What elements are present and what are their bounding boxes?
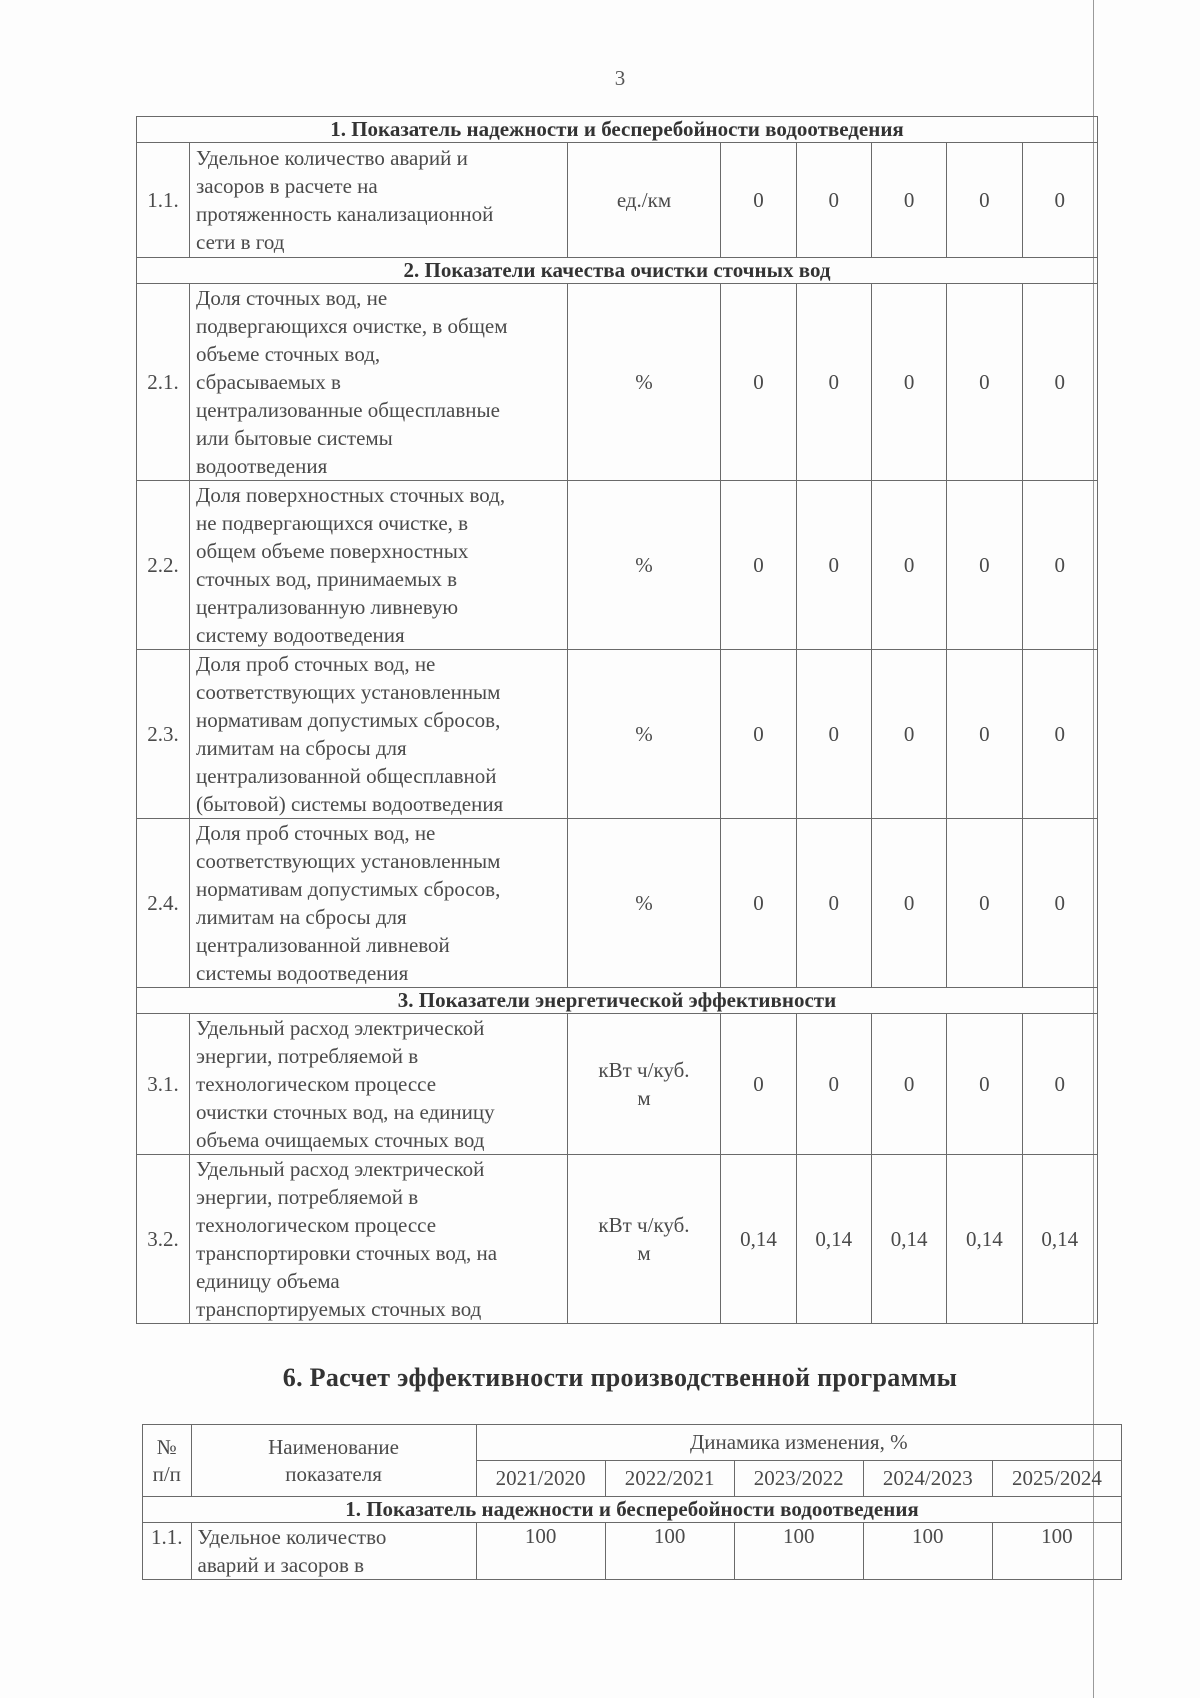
value-cell: 0 <box>796 650 871 819</box>
value-cell: 0 <box>721 819 796 988</box>
value-cell: 0 <box>871 1014 946 1155</box>
indicator-name-line: сбрасываемых в <box>196 370 341 394</box>
col-name-header <box>191 1425 476 1497</box>
value-cell: 0 <box>1022 143 1097 258</box>
indicator-name-line: транспортируемых сточных вод <box>196 1297 482 1321</box>
value-cell: 0 <box>1022 1014 1097 1155</box>
value-cell: 100 <box>992 1523 1121 1580</box>
indicator-name <box>190 650 568 819</box>
unit: % <box>567 284 721 481</box>
indicator-name-line: Доля проб сточных вод, не <box>196 821 436 845</box>
indicator-name-line: не подвергающихся очистке, в <box>196 511 469 535</box>
unit-line: м <box>637 1241 651 1265</box>
indicator-name-line: централизованную ливневую <box>196 595 459 619</box>
indicator-name-line: (бытовой) системы водоотведения <box>196 792 504 816</box>
value-cell: 0 <box>871 819 946 988</box>
value-cell: 0 <box>721 284 796 481</box>
value-cell: 0,14 <box>871 1155 946 1324</box>
value-cell: 0 <box>1022 284 1097 481</box>
indicator-name <box>190 143 568 258</box>
indicator-name-line: лимитам на сбросы для <box>196 736 407 760</box>
value-cell: 0,14 <box>796 1155 871 1324</box>
indicator-name-line: энергии, потребляемой в <box>196 1185 419 1209</box>
indicator-name-line: общем объеме поверхностных <box>196 539 469 563</box>
col-name-header-line: показателя <box>285 1461 382 1486</box>
value-cell: 100 <box>605 1523 734 1580</box>
indicator-name <box>190 819 568 988</box>
col-name-header-line: Наименование <box>268 1434 399 1459</box>
value-cell: 0 <box>1022 650 1097 819</box>
indicator-name-line: Доля сточных вод, не <box>196 286 388 310</box>
efficiency-table <box>142 1424 1122 1580</box>
period-header: 2022/2021 <box>605 1461 734 1497</box>
unit <box>567 1014 721 1155</box>
indicator-name-line: систему водоотведения <box>196 623 405 647</box>
table-row <box>137 819 1098 988</box>
indicator-name-line: Удельный расход электрической <box>196 1157 485 1181</box>
value-cell: 0,14 <box>947 1155 1022 1324</box>
table-row <box>137 650 1098 819</box>
section-header: 1. Показатель надежности и бесперебойности водоотведения <box>137 117 1098 143</box>
page-number: 3 <box>614 66 626 90</box>
indicator-name-line: очистки сточных вод, на единицу <box>196 1100 495 1124</box>
indicator-name-line: Удельный расход электрической <box>196 1016 485 1040</box>
table-row <box>143 1523 1122 1580</box>
value-cell: 0 <box>721 1014 796 1155</box>
indicator-name-line: технологическом процессе <box>196 1213 437 1237</box>
table2-section-header: 1. Показатель надежности и бесперебойности водоотведения <box>143 1497 1122 1523</box>
value-cell: 0,14 <box>1022 1155 1097 1324</box>
indicator-name-line: сточных вод, принимаемых в <box>196 567 458 591</box>
indicator-name-line: объеме сточных вод, <box>196 342 381 366</box>
value-cell: 0 <box>796 1014 871 1155</box>
period-header: 2025/2024 <box>992 1461 1121 1497</box>
indicator-name-line: протяженность канализационной <box>196 202 494 226</box>
period-header: 2021/2020 <box>476 1461 605 1497</box>
indicator-name-line: подвергающихся очистке, в общем <box>196 314 508 338</box>
period-header: 2023/2022 <box>734 1461 863 1497</box>
value-cell: 0 <box>796 143 871 258</box>
indicator-name-line: Удельное количество <box>197 1525 387 1549</box>
indicator-name-line: или бытовые системы <box>196 426 393 450</box>
row-number: 2.2. <box>137 481 190 650</box>
unit <box>567 1155 721 1324</box>
unit-line: кВт ч/куб. <box>598 1213 690 1237</box>
value-cell: 0 <box>1022 481 1097 650</box>
indicator-name-line: нормативам допустимых сбросов, <box>196 708 501 732</box>
indicator-name-line: централизованной ливневой <box>196 933 450 957</box>
value-cell: 0 <box>796 481 871 650</box>
indicator-name-line: централизованной общесплавной <box>196 764 497 788</box>
row-number: 1.1. <box>137 143 190 258</box>
table-row <box>137 1014 1098 1155</box>
period-header: 2024/2023 <box>863 1461 992 1497</box>
col-num-header <box>143 1425 192 1497</box>
indicator-name-line: объема очищаемых сточных вод <box>196 1128 485 1152</box>
indicators-table <box>136 116 1098 1324</box>
dynamics-header: Динамика изменения, % <box>476 1425 1121 1461</box>
value-cell: 0 <box>947 1014 1022 1155</box>
row-number: 1.1. <box>143 1523 192 1580</box>
indicator-name-line: водоотведения <box>196 454 328 478</box>
table-row <box>137 143 1098 258</box>
col-num-header-line: № <box>156 1434 177 1459</box>
indicator-name-line: системы водоотведения <box>196 961 409 985</box>
section-header: 3. Показатели энергетической эффективности <box>137 988 1098 1014</box>
row-number: 3.2. <box>137 1155 190 1324</box>
value-cell: 0 <box>947 284 1022 481</box>
value-cell: 0 <box>947 143 1022 258</box>
unit: % <box>567 481 721 650</box>
unit-line: кВт ч/куб. <box>598 1058 690 1082</box>
row-number: 2.3. <box>137 650 190 819</box>
indicator-name-line: засоров в расчете на <box>196 174 378 198</box>
row-number: 2.4. <box>137 819 190 988</box>
unit: % <box>567 650 721 819</box>
value-cell: 0 <box>871 143 946 258</box>
unit-line: м <box>637 1086 651 1110</box>
indicator-name <box>190 481 568 650</box>
indicator-name-line: единицу объема <box>196 1269 340 1293</box>
value-cell: 0 <box>796 819 871 988</box>
indicator-name-line: централизованные общесплавные <box>196 398 500 422</box>
value-cell: 100 <box>863 1523 992 1580</box>
section-6-title: 6. Расчет эффективности производственной программы <box>282 1363 958 1392</box>
indicator-name-line: соответствующих установленным <box>196 849 501 873</box>
value-cell: 0 <box>871 650 946 819</box>
unit: % <box>567 819 721 988</box>
indicator-name-line: энергии, потребляемой в <box>196 1044 419 1068</box>
value-cell: 0 <box>721 143 796 258</box>
value-cell: 0 <box>721 481 796 650</box>
indicator-name <box>190 284 568 481</box>
value-cell: 100 <box>476 1523 605 1580</box>
value-cell: 0 <box>796 284 871 481</box>
table-row <box>137 481 1098 650</box>
indicator-name-line: соответствующих установленным <box>196 680 501 704</box>
value-cell: 0 <box>947 819 1022 988</box>
value-cell: 0 <box>1022 819 1097 988</box>
indicator-name-line: Доля поверхностных сточных вод, <box>196 483 506 507</box>
indicator-name-line: Удельное количество аварий и <box>196 146 468 170</box>
table-row <box>137 284 1098 481</box>
col-num-header-line: п/п <box>152 1461 181 1486</box>
value-cell: 0 <box>871 481 946 650</box>
section-header: 2. Показатели качества очистки сточных вод <box>137 258 1098 284</box>
indicator-name-line: технологическом процессе <box>196 1072 437 1096</box>
unit: ед./км <box>567 143 721 258</box>
indicator-name <box>190 1014 568 1155</box>
table-row <box>137 1155 1098 1324</box>
value-cell: 0 <box>871 284 946 481</box>
indicator-name <box>190 1155 568 1324</box>
indicator-name-line: нормативам допустимых сбросов, <box>196 877 501 901</box>
indicator-name-line: транспортировки сточных вод, на <box>196 1241 498 1265</box>
row-number: 2.1. <box>137 284 190 481</box>
value-cell: 100 <box>734 1523 863 1580</box>
value-cell: 0 <box>947 650 1022 819</box>
indicator-name-line: лимитам на сбросы для <box>196 905 407 929</box>
indicator-name-line: аварий и засоров в <box>197 1553 365 1577</box>
indicator-name-line: сети в год <box>196 230 285 254</box>
value-cell: 0 <box>947 481 1022 650</box>
value-cell: 0 <box>721 650 796 819</box>
indicator-name-line: Доля проб сточных вод, не <box>196 652 436 676</box>
indicator-name <box>191 1523 476 1580</box>
row-number: 3.1. <box>137 1014 190 1155</box>
value-cell: 0,14 <box>721 1155 796 1324</box>
